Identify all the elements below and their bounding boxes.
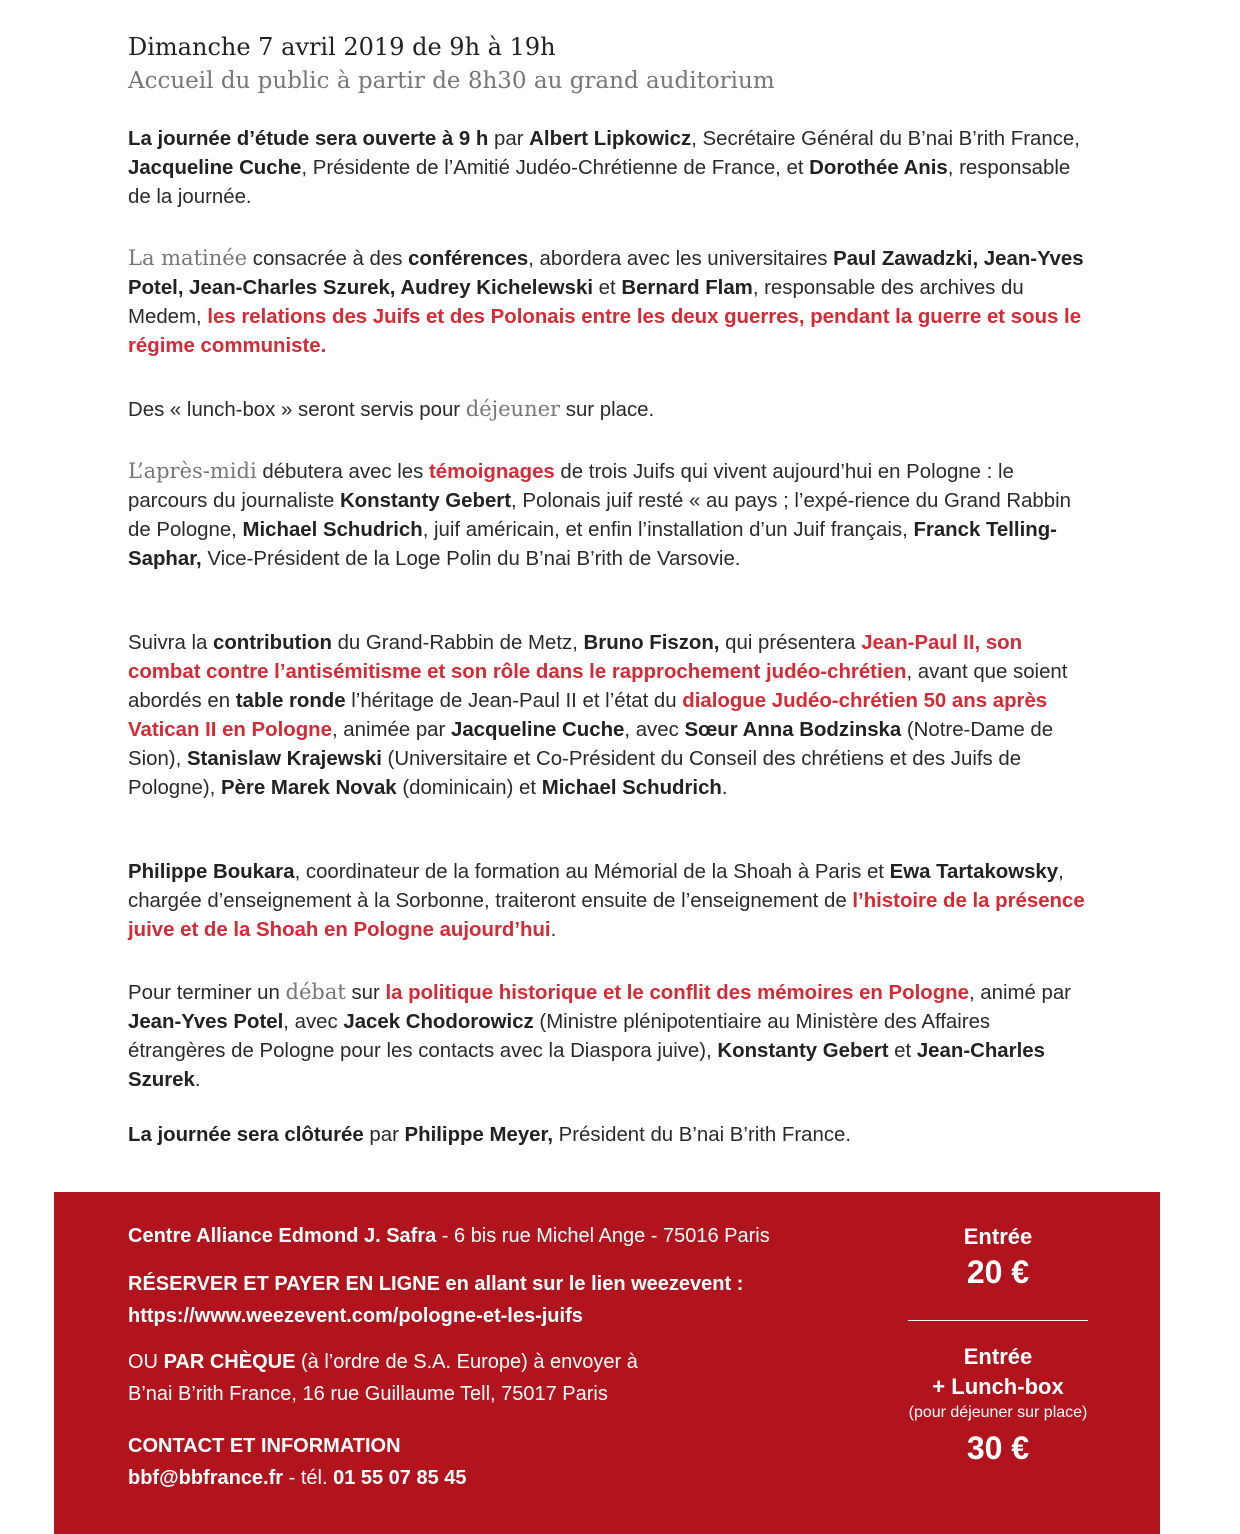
- paragraph-teaching: Philippe Boukara, coordinateur de la formation au Mémorial de la Shoah à Paris et Ewa Tartakowsky, chargée d’enseignement à la Sorbonne, traiteront ensuite de l’enseignement de l’histoire de la présence juive et de la Shoah en Pologne aujourd’hui.: [128, 861, 1085, 941]
- combo-label: Entrée: [963, 1344, 1033, 1369]
- opening-time: La journée d’étude sera ouverte à 9 h: [128, 128, 489, 150]
- paragraph-closing: La journée sera clôturée par Philippe Meyer, Président du B’nai B’rith France.: [128, 1124, 852, 1146]
- highlight-topic: l’histoire de la présence juive et de la Shoah en Pologne aujourd’hui: [128, 890, 1085, 941]
- paragraph-opening: La journée d’étude sera ouverte à 9 h par Albert Lipkowicz, Secrétaire Général du B’nai B’rith France, Jacqueline Cuche, Présidente de l’Amitié Judéo-Chrétienne de France, et Dorothée Anis, responsable de la journée.: [128, 128, 1080, 208]
- speaker-name: Jacqueline Cuche: [450, 719, 625, 741]
- venue-name: Centre Alliance Edmond J. Safra: [128, 1225, 437, 1247]
- contact-email[interactable]: bbf@bbfrance.fr: [128, 1467, 284, 1489]
- event-header: [128, 30, 775, 98]
- paragraph-roundtable: Suivra la contribution du Grand-Rabbin de Metz, Bruno Fiszon, qui présentera Jean-Paul II, son combat contre l’antisémitisme et son rôle dans le rapprochement judéo-chrétien, avant que soient abordés en table ronde l’héritage de Jean-Paul II et l’état du dialogue Judéo-chrétien 50 ans après Vatican II en Pologne, animée par Jacqueline Cuche, avec Sœur Anna Bodzinska (Notre-Dame de Sion), Stanislaw Krajewski (Universitaire et Co-Président du Conseil des chrétiens et des Juifs de Pologne), Père Marek Novak (dominicain) et Michael Schudrich.: [128, 632, 1068, 799]
- section-keyword: déjeuner: [465, 397, 561, 421]
- paragraph-debate: Pour terminer un débat sur la politique historique et le conflit des mémoires en Pologne, animé par Jean-Yves Potel, avec Jacek Chodorowicz (Ministre plénipotentiaire au Ministère des Affaires étrangères de Pologne pour les contacts avec la Diaspora juive), Konstanty Gebert et Jean-Charles Szurek.: [128, 980, 1071, 1091]
- speaker-name: Père Marek Novak: [220, 777, 397, 799]
- combo-note: (pour déjeuner sur place): [908, 1404, 1088, 1421]
- speaker-names: Paul Zawadzki, Jean-Yves Potel, Jean-Charles Szurek, Audrey Kichelewski: [128, 248, 1084, 299]
- contact-phone[interactable]: 01 55 07 85 45: [333, 1467, 467, 1489]
- paragraph-afternoon: L’après-midi débutera avec les témoignages de trois Juifs qui vivent aujourd’hui en Pologne : le parcours du journaliste Konstanty Gebert, Polonais juif resté « au pays ; l’expé-rience du Grand Rabbin de Pologne, Michael Schudrich, juif américain, et enfin l’installation d’un Juif français, Franck Telling-Saphar, Vice-Président de la Loge Polin du B’nai B’rith de Varsovie.: [128, 459, 1071, 570]
- speaker-name: Jacek Chodorowicz: [343, 1011, 534, 1033]
- venue-address: - 6 bis rue Michel Ange - 75016 Paris: [436, 1225, 770, 1247]
- speaker-name: Bernard Flam: [621, 277, 753, 299]
- online-booking: [128, 1268, 743, 1332]
- section-keyword: débat: [285, 980, 346, 1004]
- cheque-booking: OU PAR CHÈQUE (à l’ordre de S.A. Europe) à envoyer à B’nai B’rith France, 16 rue Guillaume Tell, 75017 Paris: [128, 1351, 638, 1405]
- welcome-info: Accueil du public à partir de 8h30 au grand auditorium: [128, 68, 775, 94]
- price-divider: [908, 1320, 1088, 1321]
- speaker-name: Albert Lipkowicz: [529, 128, 692, 150]
- speaker-name: Jacqueline Cuche: [128, 157, 302, 179]
- highlight-topic: témoignages: [428, 461, 555, 483]
- speaker-name: Franck Telling-Saphar,: [128, 519, 1057, 570]
- speaker-name: Stanislaw Krajewski: [186, 748, 382, 770]
- price-entry: [908, 1222, 1088, 1292]
- entry-label: Entrée: [963, 1224, 1033, 1249]
- price-combo: [908, 1342, 1088, 1468]
- venue-line: [128, 1220, 770, 1252]
- speaker-name: Konstanty Gebert: [717, 1040, 889, 1062]
- highlight-topic: les relations des Juifs et des Polonais entre les deux guerres, pendant la guerre et sous le régime communiste.: [128, 306, 1082, 357]
- paragraph-morning: La matinée consacrée à des conférences, abordera avec les universitaires Paul Zawadzki, Jean-Yves Potel, Jean-Charles Szurek, Audrey Kichelewski et Bernard Flam, responsable des archives du Medem, les relations des Juifs et des Polonais entre les deux guerres, pendant la guerre et sous le régime communiste.: [128, 246, 1084, 357]
- speaker-name: Philippe Boukara: [128, 861, 295, 883]
- highlight-topic: la politique historique et le conflit des mémoires en Pologne: [385, 982, 969, 1004]
- speaker-name: Bruno Fiszon,: [583, 632, 720, 654]
- speaker-name: Dorothée Anis: [809, 157, 948, 179]
- speaker-name: Michael Schudrich: [242, 519, 423, 541]
- combo-label-lunchbox: + Lunch-box: [932, 1374, 1064, 1399]
- speaker-name: Ewa Tartakowsky: [889, 861, 1059, 883]
- event-date: Dimanche 7 avril 2019 de 9h à 19h: [128, 33, 556, 61]
- info-footer: [54, 1192, 1160, 1534]
- speaker-name: Sœur Anna Bodzinska: [684, 719, 902, 741]
- speaker-name: Jean-Charles Szurek: [128, 1040, 1045, 1091]
- speaker-name: Philippe Meyer,: [404, 1124, 553, 1146]
- highlight-topic: Jean-Paul II, son combat contre l’antisémitisme et son rôle dans le rapprochement judéo-chrétien: [128, 632, 1023, 683]
- contact-info: CONTACT ET INFORMATION bbf@bbfrance.fr - tél. 01 55 07 85 45: [128, 1435, 467, 1489]
- entry-price: 20 €: [966, 1254, 1030, 1290]
- section-keyword: L’après-midi: [128, 459, 257, 483]
- speaker-name: Konstanty Gebert: [339, 490, 512, 512]
- section-keyword: La matinée: [128, 246, 248, 270]
- cheque-address: B’nai B’rith France, 16 rue Guillaume Tell, 75017 Paris: [128, 1383, 608, 1405]
- paragraph-lunch: Des « lunch-box » seront servis pour déjeuner sur place.: [128, 397, 655, 421]
- weezevent-link[interactable]: https://www.weezevent.com/pologne-et-les-juifs: [128, 1305, 583, 1327]
- contact-title: CONTACT ET INFORMATION: [128, 1435, 401, 1457]
- online-booking-title: RÉSERVER ET PAYER EN LIGNE en allant sur le lien weezevent :: [128, 1273, 744, 1295]
- speaker-name: Michael Schudrich: [541, 777, 722, 799]
- highlight-topic: dialogue Judéo-chrétien 50 ans après Vatican II en Pologne: [128, 690, 1048, 741]
- combo-price: 30 €: [966, 1430, 1030, 1466]
- speaker-name: Jean-Yves Potel: [128, 1011, 284, 1033]
